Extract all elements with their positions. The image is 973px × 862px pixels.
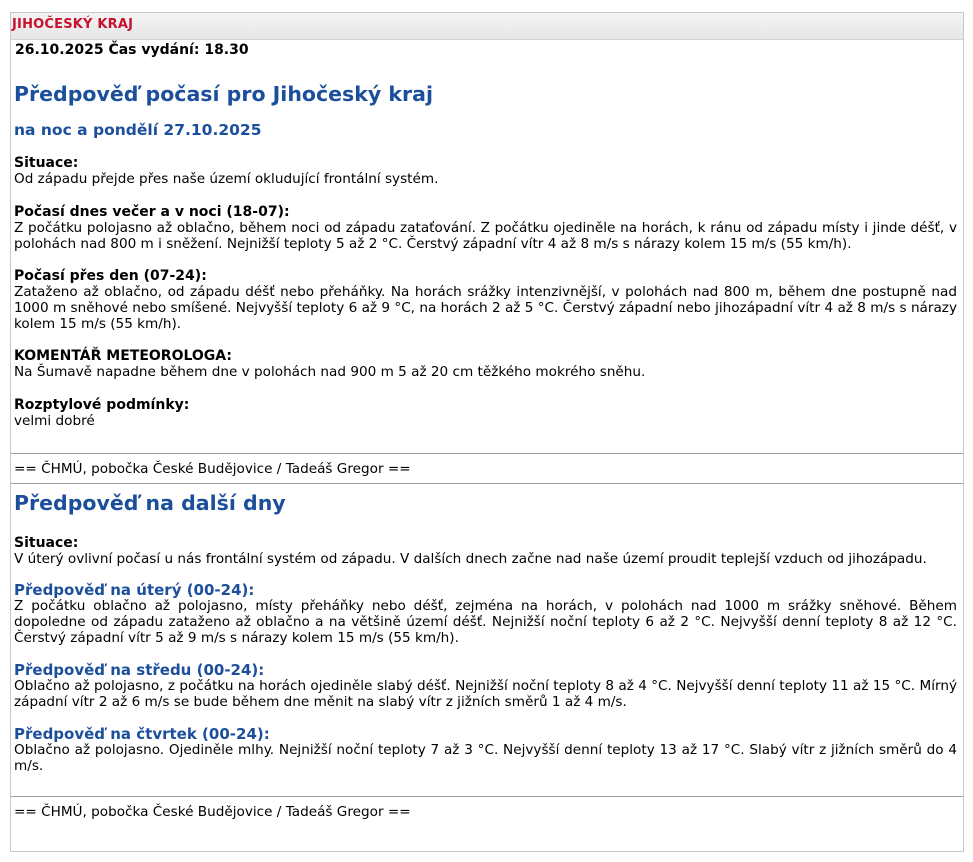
evening-label: Počasí dnes večer a v noci (18-07):: [14, 204, 290, 220]
forecast-subtitle: na noc a pondělí 27.10.2025: [14, 121, 262, 139]
dispersion-text: velmi dobré: [14, 413, 95, 429]
dispersion-section: [14, 397, 957, 429]
situation-label: Situace:: [14, 155, 79, 171]
region-header: [11, 13, 963, 40]
comment-section: [14, 348, 957, 380]
tuesday-text: Z počátku oblačno až polojasno, místy přeháňky nebo déšť, zejména na horách, v polohách nad 1000 m srážky sněhové. Během dopoledne od západu zataženo až oblačno a na většině území déšť. Nejnižší noční teploty 6 až 2 °C. Nejvyšší denní teploty 8 až 12 °C. Čerstvý západní vítr 5 až 9 m/s s nárazy kolem 15 m/s (55 km/h).: [14, 598, 957, 646]
signature: == ČHMÚ, pobočka České Budějovice / Tadeáš Gregor ==: [14, 461, 411, 477]
next-situation-section: [14, 535, 957, 567]
forecast-title: Předpověď počasí pro Jihočeský kraj: [14, 82, 433, 106]
forecast-content: [11, 42, 963, 429]
wednesday-text: Oblačno až polojasno, z počátku na horách ojediněle slabý déšť. Nejnižší noční teploty 8 až 4 °C. Nejvyšší denní teploty 11 až 15 °C. Mírný západní vítr 2 až 6 m/s se bude během dne měnit na slabý vítr z jižních směrů 1 až 4 m/s.: [14, 678, 957, 710]
next-situation-text: V úterý ovlivní počasí u nás frontální systém od západu. V dalších dnech začne nad naše území proudit teplejší vzduch od jihozápadu.: [14, 551, 927, 567]
thursday-section: [14, 726, 957, 774]
next-days-content: [11, 491, 963, 774]
day-text: Zataženo až oblačno, od západu déšť nebo přeháňky. Na horách srážky intenzivnější, v polohách nad 800 m, během dne postupně nad 1000 m sněhové nebo smíšené. Nejvyšší teploty 6 až 9 °C, na horách 2 až 5 °C. Čerstvý západní nebo jihozápadní vítr 4 až 8 m/s s nárazy kolem 15 m/s (55 km/h).: [14, 284, 957, 332]
issue-datetime: 26.10.2025 Čas vydání: 18.30: [15, 42, 249, 58]
dispersion-label: Rozptylové podmínky:: [14, 397, 190, 413]
next-days-title: Předpověď na další dny: [14, 491, 286, 515]
thursday-text: Oblačno až polojasno. Ojediněle mlhy. Nejnižší noční teploty 7 až 3 °C. Nejvyšší denní teploty 13 až 17 °C. Slabý vítr z jižních směrů do 4 m/s.: [14, 742, 957, 774]
situation-section: [14, 155, 957, 187]
comment-label: KOMENTÁŘ METEOROLOGA:: [14, 348, 232, 364]
tuesday-label: Předpověď na úterý (00-24):: [14, 581, 255, 599]
wednesday-label: Předpověď na středu (00-24):: [14, 661, 265, 679]
next-situation-label: Situace:: [14, 535, 79, 551]
day-label: Počasí přes den (07-24):: [14, 268, 207, 284]
comment-text: Na Šumavě napadne během dne v polohách nad 900 m 5 až 20 cm těžkého mokrého sněhu.: [14, 364, 646, 380]
tuesday-section: [14, 582, 957, 646]
evening-text: Z počátku polojasno až oblačno, během noci od západu zataťování. Z počátku ojediněle na horách, k ránu od západu místy i jinde déšť, v polohách nad 800 m i sněžení. Nejnižší teploty 5 až 2 °C. Čerstvý západní vítr 4 až 8 m/s s nárazy kolem 15 m/s (55 km/h).: [14, 220, 957, 252]
evening-section: [14, 204, 957, 252]
wednesday-section: [14, 662, 957, 710]
day-section: [14, 268, 957, 332]
forecast-panel: [10, 12, 964, 852]
situation-text: Od západu přejde přes naše území okludující frontální systém.: [14, 171, 439, 187]
divider: [11, 483, 963, 484]
region-title: JIHOČESKÝ KRAJ: [12, 17, 134, 32]
thursday-label: Předpověď na čtvrtek (00-24):: [14, 725, 270, 743]
signature: == ČHMÚ, pobočka České Budějovice / Tadeáš Gregor ==: [14, 804, 411, 820]
